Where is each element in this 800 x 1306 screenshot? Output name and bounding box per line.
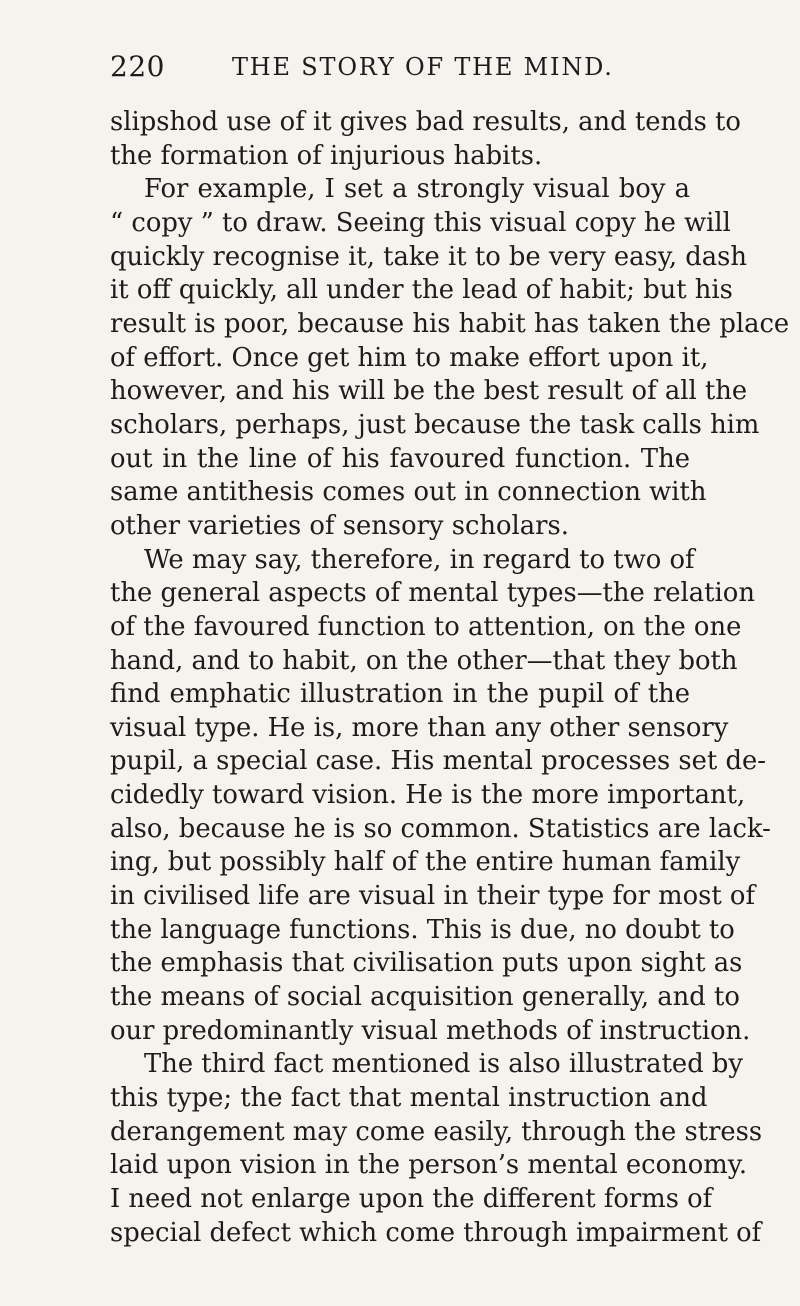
text-line: of effort. Once get him to make effort upon it,	[110, 342, 709, 373]
text-line: other varieties of sensory scholars.	[110, 510, 569, 541]
text-line: special defect which come through impairment of	[110, 1217, 762, 1248]
text-line: ing, but possibly half of the entire human family	[110, 847, 741, 878]
text-line: I need not enlarge upon the different forms of	[110, 1184, 713, 1214]
text-line: For example, I set a strongly visual boy a	[144, 174, 690, 205]
text-line: result is poor, because his habit has taken the place	[110, 308, 790, 339]
text-line: our predominantly visual methods of instruction.	[110, 1015, 751, 1046]
running-head: THE STORY OF THE MIND.	[232, 53, 614, 81]
text-line: also, because he is so common. Statistics are lack-	[110, 813, 771, 844]
text-line: of the favoured function to attention, on the one	[110, 611, 742, 642]
text-line: quickly recognise it, take it to be very easy, dash	[110, 241, 748, 272]
text-line: out in the line of his favoured function. The	[110, 443, 690, 474]
text-line: scholars, perhaps, just because the task calls him	[110, 409, 760, 440]
text-line: slipshod use of it gives bad results, and tends to	[110, 107, 741, 137]
text-line: this type; the fact that mental instruction and	[110, 1083, 708, 1114]
text-line: pupil, a special case. His mental processes set de-	[110, 746, 766, 777]
text-line: cidedly toward vision. He is the more important,	[110, 780, 746, 811]
body-text	[110, 106, 790, 1250]
text-line: “ copy ” to draw. Seeing this visual copy he will	[110, 207, 731, 238]
text-line: the emphasis that civilisation puts upon sight as	[110, 948, 743, 979]
text-line: it off quickly, all under the lead of habit; but his	[110, 275, 733, 306]
text-line: derangement may come easily, through the stress	[110, 1116, 763, 1147]
text-line: hand, and to habit, on the other—that they both	[110, 645, 738, 676]
text-line: the means of social acquisition generally, and to	[110, 982, 740, 1013]
page-header	[110, 50, 690, 90]
text-line: the language functions. This is due, no doubt to	[110, 914, 735, 945]
text-line: The third fact mentioned is also illustrated by	[144, 1049, 743, 1080]
text-line: We may say, therefore, in regard to two of	[144, 544, 695, 575]
text-line: however, and his will be the best result of all the	[110, 376, 748, 407]
text-line: in civilised life are visual in their type for most of	[110, 881, 756, 912]
text-line: the formation of injurious habits.	[110, 140, 543, 171]
text-line: the general aspects of mental types—the relation	[110, 578, 755, 609]
text-line: find emphatic illustration in the pupil of the	[110, 679, 690, 710]
page-number: 220	[110, 50, 165, 83]
text-line: visual type. He is, more than any other sensory	[110, 712, 729, 743]
text-line: same antithesis comes out in connection with	[110, 477, 707, 508]
text-line: laid upon vision in the person’s mental economy.	[110, 1150, 748, 1181]
